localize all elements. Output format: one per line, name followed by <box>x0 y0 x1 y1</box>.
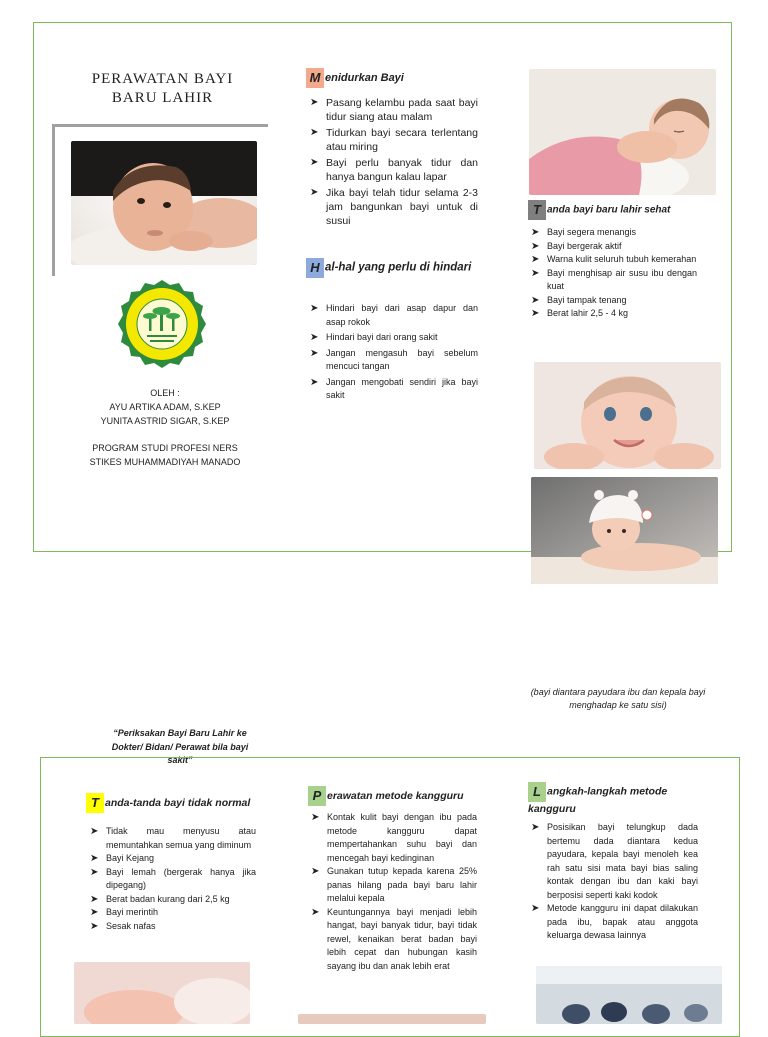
author-2: YUNITA ASTRID SIGAR, S.KEP <box>100 416 230 426</box>
arrowhead-bullet-icon: ➤ <box>90 893 99 905</box>
heading-hindari-text: al-hal yang perlu di hindari <box>325 261 472 274</box>
list-item: ➤ Bayi merintih <box>90 907 159 918</box>
stikes-logo <box>117 279 207 369</box>
list-item: ➤ Keuntungannya bayi menjadi lebih hangat, bayi banyak tidur, bayi tidak rewel, kenaikan berat badan bayi lebih cepat dan hubungan kasih sayang ibu dan anak lebih erat <box>311 906 477 971</box>
arrowhead-bullet-icon: ➤ <box>531 254 540 265</box>
program-name: PROGRAM STUDI PROFESI NERS <box>92 443 238 453</box>
heading-cap-p: P <box>308 786 326 806</box>
list-item: ➤ Kontak kulit bayi dengan ibu pada metode kangguru dapat mempertahankan suhu bayi dan mencegah bayi kedinginan <box>311 812 477 863</box>
arrowhead-bullet-icon: ➤ <box>310 376 319 388</box>
heading-cap-m: M <box>306 68 324 88</box>
baby-photo-sleeping <box>529 69 716 195</box>
photo-strip-bottom-middle <box>298 1014 486 1024</box>
brochure-title <box>80 70 245 108</box>
list-item: ➤ Hindari bayi dari asap dapur dan asap rokok <box>310 303 478 327</box>
arrowhead-bullet-icon: ➤ <box>531 294 540 306</box>
heading-menidurkan-text: enidurkan Bayi <box>325 72 404 84</box>
list-item: ➤ Pasang kelambu pada saat bayi tidur siang atau malam <box>310 97 478 123</box>
arrowhead-bullet-icon: ➤ <box>310 127 319 138</box>
heading-cap-t-normal: T <box>86 793 104 813</box>
baby-photo-lying <box>71 141 257 265</box>
heading-cap-h: H <box>306 258 324 278</box>
heading-menidurkan <box>306 68 486 88</box>
heading-sehat <box>528 200 708 220</box>
kangguru-caption: (bayi diantara payudara ibu dan kepala bayi menghadap ke satu sisi) <box>530 687 706 710</box>
list-item: ➤ Sesak nafas <box>90 920 156 932</box>
arrowhead-bullet-icon: ➤ <box>531 267 540 279</box>
heading-langkah-kangguru <box>528 782 696 817</box>
heading-cap-t-sehat: T <box>528 200 546 220</box>
school-name: STIKES MUHAMMADIYAH MANADO <box>89 457 241 467</box>
heading-cap-l: L <box>528 782 546 802</box>
arrowhead-bullet-icon: ➤ <box>531 240 540 252</box>
arrowhead-bullet-icon: ➤ <box>311 866 320 877</box>
heading-tidak-normal-text: anda-tanda bayi tidak normal <box>105 797 251 809</box>
list-item: ➤ Metode kangguru ini dapat dilakukan pada ibu, bapak atau anggota keluarga dewasa lainnya <box>531 903 698 940</box>
baby-photo-hat <box>531 477 718 584</box>
title-divider-horizontal <box>52 124 268 127</box>
arrowhead-bullet-icon: ➤ <box>310 157 319 168</box>
heading-sehat-text: anda bayi baru lahir sehat <box>547 204 671 216</box>
list-item: ➤ Bayi menghisap air susu ibu dengan kuat <box>531 267 697 291</box>
arrowhead-bullet-icon: ➤ <box>531 822 540 833</box>
arrowhead-bullet-icon: ➤ <box>310 187 319 198</box>
heading-tidak-normal <box>86 793 266 813</box>
baby-photo-newborn <box>74 962 250 1024</box>
list-item: ➤ Tidak mau menyusu atau memuntahkan semua yang diminum <box>90 826 256 850</box>
list-item: ➤ Bayi Kejang <box>90 853 155 864</box>
list-item: ➤ Hindari bayi dari orang sakit <box>310 332 438 343</box>
arrowhead-bullet-icon: ➤ <box>310 347 319 359</box>
arrowhead-bullet-icon: ➤ <box>310 303 319 314</box>
heading-hindari <box>306 258 478 278</box>
arrowhead-bullet-icon: ➤ <box>90 826 99 837</box>
list-item: ➤ Jangan mengobati sendiri jika bayi sakit <box>310 376 478 400</box>
arrowhead-bullet-icon: ➤ <box>90 907 99 918</box>
arrowhead-bullet-icon: ➤ <box>90 920 99 932</box>
title-divider-vertical <box>52 124 55 276</box>
list-item: ➤ Bayi segera menangis <box>531 227 637 238</box>
hindari-list <box>308 302 478 405</box>
perawatan-list <box>309 811 477 973</box>
arrowhead-bullet-icon: ➤ <box>531 227 540 238</box>
list-item: ➤ Gunakan tutup kepada karena 25% panas hilang pada bayi baru lahir melalui kepala <box>311 866 477 903</box>
author-1: AYU ARTIKA ADAM, S.KEP <box>109 402 221 412</box>
arrowhead-bullet-icon: ➤ <box>90 853 99 864</box>
langkah-list <box>529 821 698 943</box>
arrowhead-bullet-icon: ➤ <box>311 906 320 918</box>
list-item: ➤ Bayi tampak tenang <box>531 294 627 306</box>
list-item: ➤ Bayi lemah (bergerak hanya jika dipegang) <box>90 866 256 890</box>
arrowhead-bullet-icon: ➤ <box>531 903 540 914</box>
sehat-list <box>529 226 697 321</box>
list-item: ➤ Bayi bergerak aktif <box>531 240 622 252</box>
list-item: ➤ Jika bayi telah tidur selama 2-3 jam bangunkan bayi untuk di susui <box>310 187 478 227</box>
menidurkan-list <box>308 96 478 230</box>
list-item: ➤ Warna kulit seluruh tubuh kemerahan <box>531 254 697 265</box>
list-item: ➤ Berat badan kurang dari 2,5 kg <box>90 893 230 905</box>
heading-langkah-text: angkah-langkah metode kangguru <box>528 785 668 815</box>
author-block <box>60 386 270 469</box>
arrowhead-bullet-icon: ➤ <box>310 332 319 343</box>
baby-photo-smiling <box>534 362 721 469</box>
photo-hospital-ward <box>536 966 722 1024</box>
arrowhead-bullet-icon: ➤ <box>531 308 540 319</box>
list-item: ➤ Berat lahir 2,5 - 4 kg <box>531 308 629 319</box>
list-item: ➤ Jangan mengasuh bayi sebelum mencuci tangan <box>310 347 478 371</box>
title-line-2: BARU LAHIR <box>111 90 214 106</box>
arrowhead-bullet-icon: ➤ <box>311 812 320 823</box>
heading-perawatan-kangguru <box>308 786 488 806</box>
arrowhead-bullet-icon: ➤ <box>310 97 319 108</box>
arrowhead-bullet-icon: ➤ <box>90 866 99 878</box>
tidak-normal-list <box>88 825 256 933</box>
heading-perawatan-text: erawatan metode kangguru <box>327 790 464 802</box>
list-item: ➤ Posisikan bayi telungkup dada bertemu dada diantara kedua payudara, kepala bayi menoleh kea rah satu sisi mata bayi bias saling kontak dengan ibu dan kaki bayi berposisi seperti kaki kodok <box>531 822 698 900</box>
list-item: ➤ Bayi perlu banyak tidur dan hanya bangun kalau lapar <box>310 157 478 183</box>
list-item: ➤ Tidurkan bayi secara terlentang atau miring <box>310 127 478 153</box>
oleh-label: OLEH : <box>150 388 180 398</box>
title-line-1: PERAWATAN BAYI <box>91 71 234 87</box>
quote-note: “Periksakan Bayi Baru Lahir ke Dokter/ Bidan/ Perawat bila bayi sakit” <box>111 728 249 765</box>
